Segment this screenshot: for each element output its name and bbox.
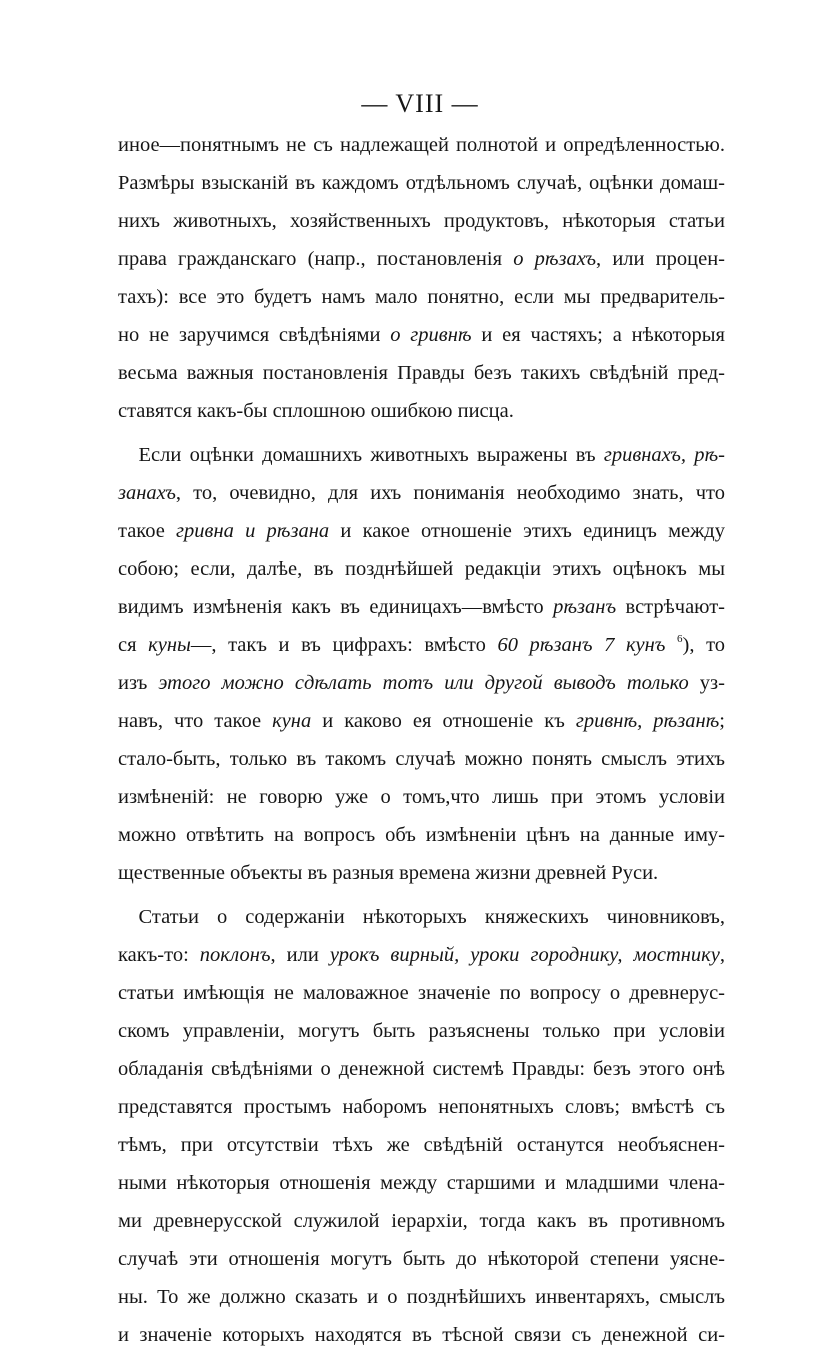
text-run: и какое отношеніе этихъ единицъ между (329, 520, 725, 542)
text-run: встрѣчают- (616, 596, 725, 618)
text-run: иное—понятнымъ не съ надлежащей полнотой и опредѣленностью. (118, 134, 725, 156)
body-text (118, 126, 725, 1354)
text-line (118, 740, 725, 778)
text-line (118, 974, 725, 1012)
text-run: стало-быть, только въ такомъ случаѣ можно понять смыслъ этихъ (118, 748, 725, 770)
text-line (118, 898, 725, 936)
text-run: изъ (118, 672, 159, 694)
text-line (118, 936, 725, 974)
text-run: можно отвѣтить на вопросъ объ измѣненіи цѣнъ на данные иму- (118, 824, 725, 846)
italic-term: гривна и рѣзана (176, 520, 330, 542)
italic-term: о гривнѣ (390, 324, 472, 346)
text-run: представятся простымъ наборомъ непонятныхъ словъ; вмѣстѣ съ (118, 1096, 725, 1118)
italic-term: занахъ (118, 482, 176, 504)
text-line (118, 474, 725, 512)
page-number: — VIII — (361, 89, 479, 118)
text-run: случаѣ эти отношенія могутъ быть до нѣкоторой степени уясне- (118, 1248, 725, 1270)
text-run: тахъ): все это будетъ намъ мало понятно, если мы предваритель- (118, 286, 725, 308)
text-line (118, 1164, 725, 1202)
text-run: Размѣры взысканій въ каждомъ отдѣльномъ случаѣ, оцѣнки домаш- (118, 172, 725, 194)
text-run: ся (118, 634, 149, 656)
text-run: ставятся какъ-бы сплошною ошибкою писца. (118, 400, 514, 422)
text-run: статьи имѣющія не маловажное значеніе по вопросу о древнерус- (118, 982, 725, 1004)
text-line (118, 664, 725, 702)
italic-term: гривнѣ, рѣзанѣ (575, 710, 720, 732)
text-line (118, 1050, 725, 1088)
text-line (118, 278, 725, 316)
text-line (118, 1316, 725, 1354)
text-run: скомъ управленіи, могутъ быть разъяснены только при условіи (118, 1020, 725, 1042)
text-run: Если оцѣнки домашнихъ животныхъ выражены въ (118, 444, 604, 466)
text-line (118, 354, 725, 392)
text-line (118, 588, 725, 626)
text-line (118, 164, 725, 202)
text-line (118, 436, 725, 474)
text-line (118, 240, 725, 278)
text-line (118, 1012, 725, 1050)
italic-term: куны (148, 634, 191, 656)
text-run: ; (719, 710, 725, 732)
text-run: и значеніе которыхъ находятся въ тѣсной связи съ денежной си- (118, 1324, 725, 1346)
text-line (118, 550, 725, 588)
text-line (118, 778, 725, 816)
text-line (118, 202, 725, 240)
text-run: , или процен- (596, 248, 725, 270)
text-line (118, 1278, 725, 1316)
text-run: нихъ животныхъ, хозяйственныхъ продуктовъ, нѣкоторыя статьи (118, 210, 725, 232)
text-run: ми древнерусской служилой іерархіи, тогда какъ въ противномъ (118, 1210, 725, 1232)
text-run: видимъ измѣненія какъ въ единицахъ—вмѣсто (118, 596, 554, 618)
text-run: навъ, что такое (118, 710, 273, 732)
italic-term: рѣзанъ (553, 596, 617, 618)
text-line (118, 702, 725, 740)
text-run: обладанія свѣдѣніями о денежной системѣ Правды: безъ этого онѣ (118, 1058, 725, 1080)
text-run: какъ-то: (118, 944, 200, 966)
text-run: ными нѣкоторыя отношенія между старшими и младшими члена- (118, 1172, 725, 1194)
text-run (665, 634, 677, 656)
italic-term: поклонъ (199, 944, 271, 966)
footnote-marker: 6 (677, 633, 683, 645)
text-run: уз- (688, 672, 725, 694)
text-run: но не заручимся свѣдѣніями (118, 324, 391, 346)
text-line (118, 816, 725, 854)
text-line (118, 1240, 725, 1278)
text-run: ны. То же должно сказать и о позднѣйшихъ инвентаряхъ, смыслъ (118, 1286, 725, 1308)
text-run: , (719, 944, 725, 966)
text-line (118, 1088, 725, 1126)
text-line (118, 316, 725, 354)
text-line (118, 1126, 725, 1164)
text-run: Статьи о содержаніи нѣкоторыхъ княжескихъ чиновниковъ, (118, 906, 725, 928)
text-run: ), то (682, 634, 726, 656)
text-run: измѣненій: не говорю уже о томъ,что лишь при этомъ условіи (118, 786, 725, 808)
text-line (118, 512, 725, 550)
text-run: и ея частяхъ; а нѣкоторыя (471, 324, 725, 346)
italic-term: о рѣзахъ (513, 248, 597, 270)
italic-term: куна (272, 710, 312, 732)
text-run: , или (270, 944, 330, 966)
text-run: —, такъ и въ цифрахъ: вмѣсто (190, 634, 498, 656)
text-line (118, 1202, 725, 1240)
text-run: такое (118, 520, 177, 542)
text-line (118, 854, 725, 892)
text-run: щественные объекты въ разныя времена жизни древней Руси. (118, 862, 659, 884)
text-run: права гражданскаго (напр., постановленія (118, 248, 514, 270)
italic-term: 60 рѣзанъ 7 кунъ (497, 634, 666, 656)
text-run: , то, очевидно, для ихъ пониманія необходимо знать, что (175, 482, 725, 504)
text-run: весьма важныя постановленія Правды безъ такихъ свѣдѣній пред- (118, 362, 725, 384)
italic-term: этого можно сдѣлать тотъ или другой выводъ только (158, 672, 689, 694)
text-line (118, 626, 725, 664)
text-run: и каково ея отношеніе къ (311, 710, 576, 732)
italic-term: урокъ вирный, уроки городнику, мостнику (329, 944, 720, 966)
text-run: тѣмъ, при отсутствіи тѣхъ же свѣдѣній останутся необъяснен- (118, 1134, 725, 1156)
text-run: собою; если, далѣе, въ позднѣйшей редакціи этихъ оцѣнокъ мы (118, 558, 725, 580)
text-line (118, 126, 725, 164)
italic-term: гривнахъ, рѣ- (603, 444, 725, 466)
text-line (118, 392, 725, 430)
